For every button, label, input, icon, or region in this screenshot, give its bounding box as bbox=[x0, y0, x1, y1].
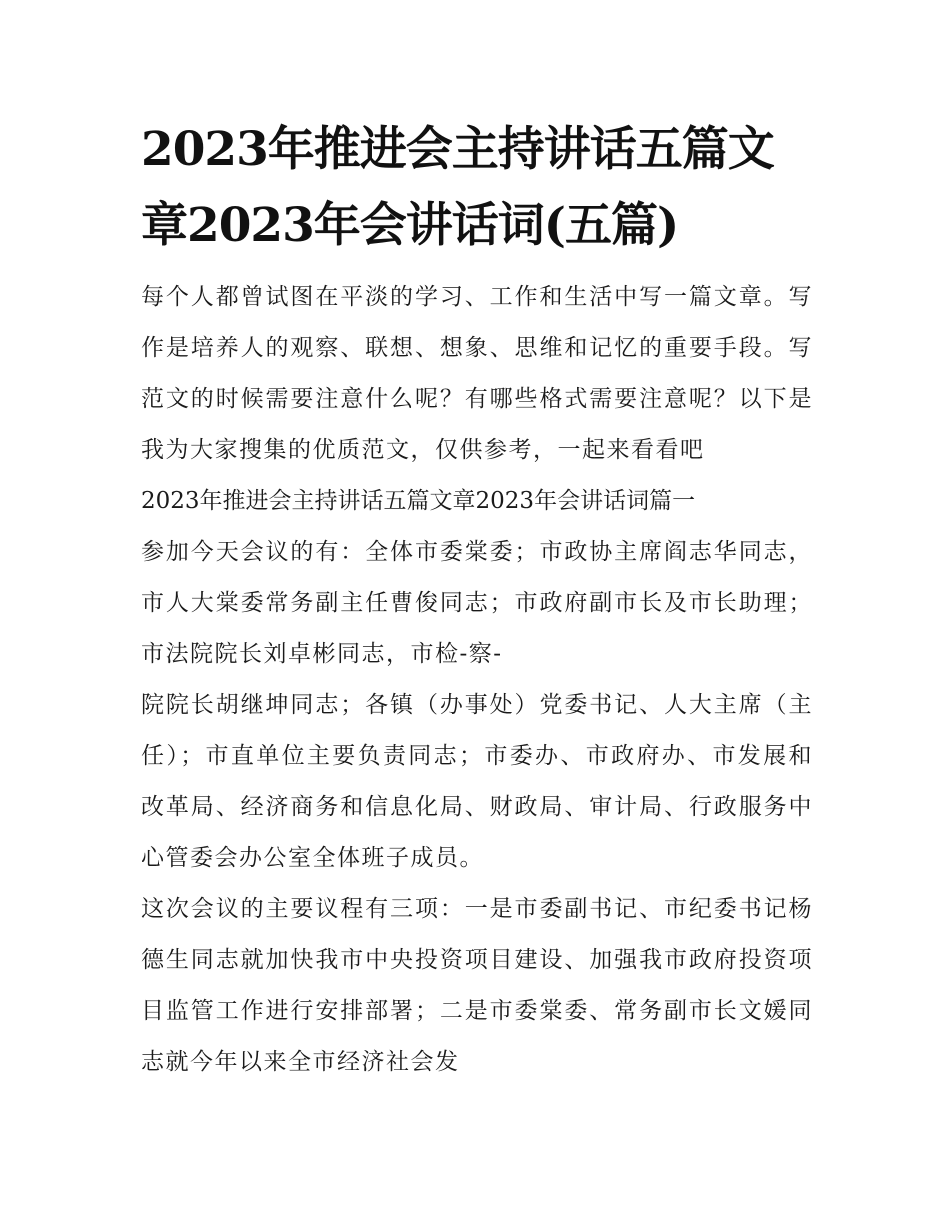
section-heading: 2023年推进会主持讲话五篇文章2023年会讲话词篇一 bbox=[141, 488, 696, 514]
attendees-continued-paragraph: 院院长胡继坤同志；各镇（办事处）党委书记、人大主席（主任）；市直单位主要负责同志；市委办、市政府办、市发展和改革局、经济商务和信息化局、财政局、审计局、行政服务中心管委会办公室全体班子成员。 bbox=[141, 692, 813, 871]
agenda-paragraph: 这次会议的主要议程有三项：一是市委副书记、市纪委书记杨德生同志就加快我市中央投资项目建设、加强我市政府投资项目监管工作进行安排部署；二是市委棠委、常务副市长文媛同志就今年以来全市经济社会发 bbox=[141, 896, 813, 1075]
document-body bbox=[141, 272, 813, 1088]
attendees-paragraph: 参加今天会议的有：全体市委棠委；市政协主席阎志华同志，市人大棠委常务副主任曹俊同志；市政府副市长及市长助理；市法院院长刘卓彬同志，市检-察- bbox=[141, 539, 813, 667]
document-page bbox=[141, 112, 813, 1088]
document-title: 2023年推进会主持讲话五篇文章2023年会讲话词(五篇) bbox=[141, 122, 774, 253]
intro-paragraph: 每个人都曾试图在平淡的学习、工作和生活中写一篇文章。写作是培养人的观察、联想、想象、思维和记忆的重要手段。写范文的时候需要注意什么呢？有哪些格式需要注意呢？以下是我为大家搜集的优质范文，仅供参考，一起来看看吧 bbox=[141, 284, 813, 463]
